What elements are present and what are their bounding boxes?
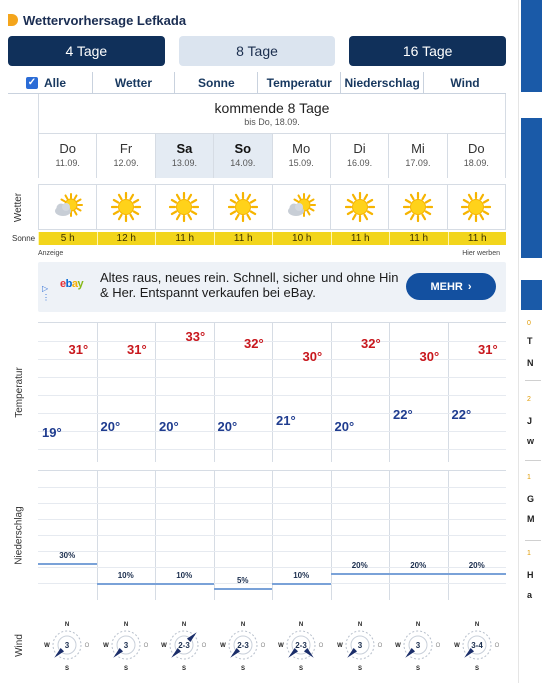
day-name: So bbox=[234, 141, 252, 156]
grid-line bbox=[97, 323, 98, 462]
temp-max: 31° bbox=[478, 342, 498, 357]
compass-n: N bbox=[416, 622, 421, 628]
sunshine-hours-row bbox=[38, 232, 506, 245]
precip-label: 5% bbox=[236, 576, 249, 585]
compass-s: S bbox=[299, 666, 304, 671]
grid-line bbox=[38, 395, 506, 396]
sidebar-snippet[interactable]: G bbox=[527, 494, 535, 504]
compass-n: N bbox=[299, 622, 304, 628]
compass-n: N bbox=[182, 622, 187, 628]
day-header-row bbox=[38, 134, 506, 178]
grid-line bbox=[448, 323, 449, 462]
grid-line bbox=[331, 323, 332, 462]
ebay-logo: ebay bbox=[60, 278, 84, 290]
sidebar-snippet[interactable]: H bbox=[527, 570, 534, 580]
day-date: 11.09. bbox=[55, 158, 80, 168]
partly-cloudy-sun-icon bbox=[272, 184, 330, 230]
adchoices-icon[interactable]: ▷ ⋮ bbox=[42, 284, 50, 302]
precip-bar bbox=[272, 583, 331, 585]
filter-precipitation[interactable]: Niederschlag bbox=[340, 72, 423, 93]
wind-force: 3 bbox=[357, 641, 362, 650]
compass-n: N bbox=[474, 622, 479, 628]
wind-rose-icon bbox=[448, 610, 507, 680]
day-header-cell bbox=[447, 134, 506, 178]
temp-min: 22° bbox=[393, 407, 413, 422]
day-header-cell bbox=[155, 134, 213, 178]
precip-bar bbox=[97, 583, 156, 585]
compass-s: S bbox=[123, 666, 128, 671]
sun-icon bbox=[388, 184, 446, 230]
grid-line bbox=[38, 449, 506, 450]
filter-weather[interactable]: Wetter bbox=[92, 72, 175, 93]
grid-line bbox=[38, 487, 506, 488]
tab-8-days[interactable]: 8 Tage bbox=[179, 36, 336, 66]
day-date: 12.09. bbox=[113, 158, 139, 168]
ad-more-button[interactable]: MEHR › bbox=[406, 273, 496, 300]
temp-max: 31° bbox=[68, 342, 89, 357]
compass-s: S bbox=[240, 666, 245, 671]
precip-label: 10% bbox=[176, 571, 193, 580]
temp-min: 20° bbox=[159, 419, 179, 434]
compass-s: S bbox=[416, 666, 421, 671]
precip-label: 20% bbox=[351, 561, 368, 570]
compass-w: W bbox=[44, 643, 51, 649]
tab-4-days[interactable]: 4 Tage bbox=[8, 36, 165, 66]
compass-n: N bbox=[240, 622, 245, 628]
day-header-cell bbox=[330, 134, 388, 178]
sidebar-image[interactable] bbox=[521, 118, 542, 258]
ad-text: Altes raus, neues rein. Schnell, sicher und ohne Hin & Her. Entspannt verkaufen bei eBay. bbox=[100, 270, 399, 300]
sidebar-snippet[interactable]: w bbox=[527, 436, 535, 446]
sun-row-label: Sonne bbox=[12, 234, 36, 243]
compass-o: O bbox=[494, 643, 500, 649]
compass-w: W bbox=[102, 643, 109, 649]
day-name: Mi bbox=[411, 141, 425, 156]
period-heading bbox=[38, 94, 506, 134]
temp-min: 20° bbox=[334, 419, 355, 434]
sidebar-snippet[interactable]: 1 bbox=[527, 550, 531, 557]
sunshine-hours: 11 h bbox=[389, 232, 448, 245]
chevron-right-icon: › bbox=[467, 280, 472, 293]
compass-w: W bbox=[453, 643, 460, 649]
wind-rose-icon bbox=[155, 610, 214, 680]
temp-min: 21° bbox=[276, 413, 296, 428]
day-date: 16.09. bbox=[347, 158, 373, 168]
sunshine-hours: 11 h bbox=[448, 232, 507, 245]
period-title: kommende 8 Tage bbox=[214, 100, 330, 116]
wind-rose-icon bbox=[38, 610, 97, 680]
page-title: Wettervorhersage Lefkada bbox=[23, 12, 187, 28]
precipitation-chart bbox=[38, 470, 506, 600]
filter-bar bbox=[8, 72, 506, 94]
sidebar-snippet[interactable]: 0 bbox=[527, 320, 531, 327]
precip-label: 10% bbox=[117, 571, 134, 580]
day-date: 18.09. bbox=[463, 158, 489, 168]
day-name: Sa bbox=[176, 141, 193, 156]
grid-line bbox=[38, 377, 506, 378]
compass-n: N bbox=[123, 622, 128, 628]
filter-all-label: Alle bbox=[44, 75, 67, 90]
grid-line bbox=[155, 323, 156, 462]
day-date: 14.09. bbox=[230, 158, 256, 168]
precip-label: 20% bbox=[410, 561, 427, 570]
precip-bar bbox=[155, 583, 214, 585]
sunshine-hours: 12 h bbox=[97, 232, 156, 245]
sidebar-snippet[interactable]: a bbox=[527, 590, 533, 600]
compass-w: W bbox=[395, 643, 402, 649]
precip-label: 10% bbox=[293, 571, 310, 580]
ad-label: Anzeige bbox=[38, 250, 64, 257]
sidebar-snippet[interactable]: 1 bbox=[527, 474, 531, 481]
day-header-cell bbox=[213, 134, 271, 178]
compass-o: O bbox=[260, 643, 266, 649]
compass-o: O bbox=[318, 643, 324, 649]
wind-force: 3 bbox=[65, 641, 70, 650]
period-subtitle: bis Do, 18.09. bbox=[244, 117, 300, 127]
precip-bar bbox=[389, 573, 448, 575]
temp-min: 22° bbox=[451, 407, 472, 422]
wind-rose-icon bbox=[214, 610, 273, 680]
temp-max: 31° bbox=[127, 342, 147, 357]
compass-n: N bbox=[357, 622, 362, 628]
day-date: 15.09. bbox=[288, 158, 314, 168]
sunshine-hours: 10 h bbox=[272, 232, 331, 245]
compass-s: S bbox=[474, 666, 479, 671]
sidebar-snippet[interactable]: 2 bbox=[527, 396, 531, 403]
grid-line bbox=[389, 323, 390, 462]
filter-all[interactable] bbox=[8, 72, 92, 93]
day-header-cell bbox=[38, 134, 96, 178]
sun-icon bbox=[447, 184, 506, 230]
day-date: 13.09. bbox=[171, 158, 197, 168]
divider bbox=[525, 380, 541, 381]
sidebar-snippet[interactable]: N bbox=[527, 358, 534, 368]
compass-o: O bbox=[201, 643, 207, 649]
day-name: Di bbox=[353, 141, 366, 156]
precip-bar bbox=[38, 563, 97, 565]
compass-w: W bbox=[278, 643, 285, 649]
grid-line bbox=[214, 323, 215, 462]
precip-bar bbox=[214, 588, 273, 590]
grid-line bbox=[272, 323, 273, 462]
day-name: Mo bbox=[292, 141, 311, 156]
compass-o: O bbox=[143, 643, 149, 649]
sunshine-hours: 11 h bbox=[331, 232, 390, 245]
wind-rose-icon bbox=[97, 610, 156, 680]
temp-min: 19° bbox=[42, 425, 62, 440]
sunshine-hours: 11 h bbox=[214, 232, 273, 245]
wind-rose-icon bbox=[272, 610, 331, 680]
tab-16-days[interactable]: 16 Tage bbox=[349, 36, 506, 66]
compass-w: W bbox=[219, 643, 226, 649]
grid-line bbox=[38, 341, 506, 342]
compass-n: N bbox=[65, 622, 70, 628]
precipitation-row-label: Niederschlag bbox=[13, 505, 25, 565]
sun-icon bbox=[96, 184, 154, 230]
weather-row-label: Wetter bbox=[13, 192, 25, 222]
day-name: Do bbox=[59, 141, 76, 156]
wind-force: 2-3 bbox=[178, 641, 191, 650]
advertise-link[interactable]: Hier werben bbox=[462, 250, 500, 257]
day-name: Do bbox=[468, 141, 485, 156]
weather-icon-row bbox=[38, 184, 506, 230]
temp-min: 20° bbox=[100, 419, 121, 434]
sunshine-hours: 11 h bbox=[155, 232, 214, 245]
sidebar-snippet[interactable]: T bbox=[527, 336, 533, 346]
compass-o: O bbox=[435, 643, 441, 649]
wind-force: 3 bbox=[416, 641, 421, 650]
temp-max: 30° bbox=[419, 348, 440, 364]
sidebar-snippet[interactable]: M bbox=[527, 514, 535, 524]
divider bbox=[525, 460, 541, 461]
sidebar-image[interactable] bbox=[521, 0, 542, 92]
sidebar-snippet[interactable]: J bbox=[527, 416, 533, 426]
day-name: Fr bbox=[119, 141, 133, 156]
forecast-header bbox=[8, 10, 186, 30]
wind-force: 3-4 bbox=[470, 641, 483, 650]
right-sidebar-fragment bbox=[518, 0, 542, 683]
accent-marker-icon bbox=[8, 14, 18, 26]
day-header-cell bbox=[96, 134, 154, 178]
grid-line bbox=[38, 535, 506, 536]
filter-wind[interactable]: Wind bbox=[423, 72, 506, 93]
compass-s: S bbox=[65, 666, 70, 671]
compass-s: S bbox=[182, 666, 187, 671]
precip-label: 30% bbox=[59, 551, 76, 560]
wind-row bbox=[38, 610, 506, 680]
temp-max: 32° bbox=[244, 335, 264, 351]
sun-icon bbox=[330, 184, 388, 230]
temp-max: 32° bbox=[361, 335, 381, 351]
day-date: 17.09. bbox=[405, 158, 431, 168]
grid-line bbox=[38, 503, 506, 504]
wind-row-label: Wind bbox=[13, 633, 25, 657]
filter-temperature[interactable]: Temperatur bbox=[257, 72, 340, 93]
ad-banner[interactable] bbox=[38, 262, 506, 312]
day-header-cell bbox=[388, 134, 446, 178]
compass-s: S bbox=[357, 666, 362, 671]
grid-line bbox=[38, 519, 506, 520]
compass-o: O bbox=[84, 643, 90, 649]
day-header-cell bbox=[272, 134, 330, 178]
precip-bar bbox=[331, 573, 390, 575]
partly-cloudy-sun-icon bbox=[38, 184, 96, 230]
wind-force: 2-3 bbox=[236, 641, 249, 650]
grid-line bbox=[38, 551, 506, 552]
temp-max: 30° bbox=[302, 348, 323, 364]
divider bbox=[525, 540, 541, 541]
wind-force: 2-3 bbox=[295, 641, 308, 650]
precip-label: 20% bbox=[468, 561, 485, 570]
sidebar-image[interactable] bbox=[521, 280, 542, 310]
temperature-row-label: Temperatur bbox=[13, 366, 25, 418]
sunshine-hours: 5 h bbox=[38, 232, 97, 245]
wind-rose-icon bbox=[331, 610, 390, 680]
compass-w: W bbox=[336, 643, 343, 649]
temperature-chart bbox=[38, 322, 506, 462]
precip-bar bbox=[448, 573, 507, 575]
temp-max: 33° bbox=[185, 329, 206, 344]
sun-icon bbox=[213, 184, 271, 230]
checkbox-checked-icon[interactable]: ✓ bbox=[27, 77, 37, 88]
compass-o: O bbox=[377, 643, 383, 649]
compass-w: W bbox=[161, 643, 168, 649]
temp-min: 20° bbox=[217, 419, 238, 434]
sun-icon bbox=[155, 184, 213, 230]
wind-force: 3 bbox=[123, 641, 128, 650]
grid-line bbox=[38, 413, 506, 414]
range-tabs bbox=[8, 36, 506, 66]
wind-rose-icon bbox=[389, 610, 448, 680]
filter-sun[interactable]: Sonne bbox=[174, 72, 257, 93]
